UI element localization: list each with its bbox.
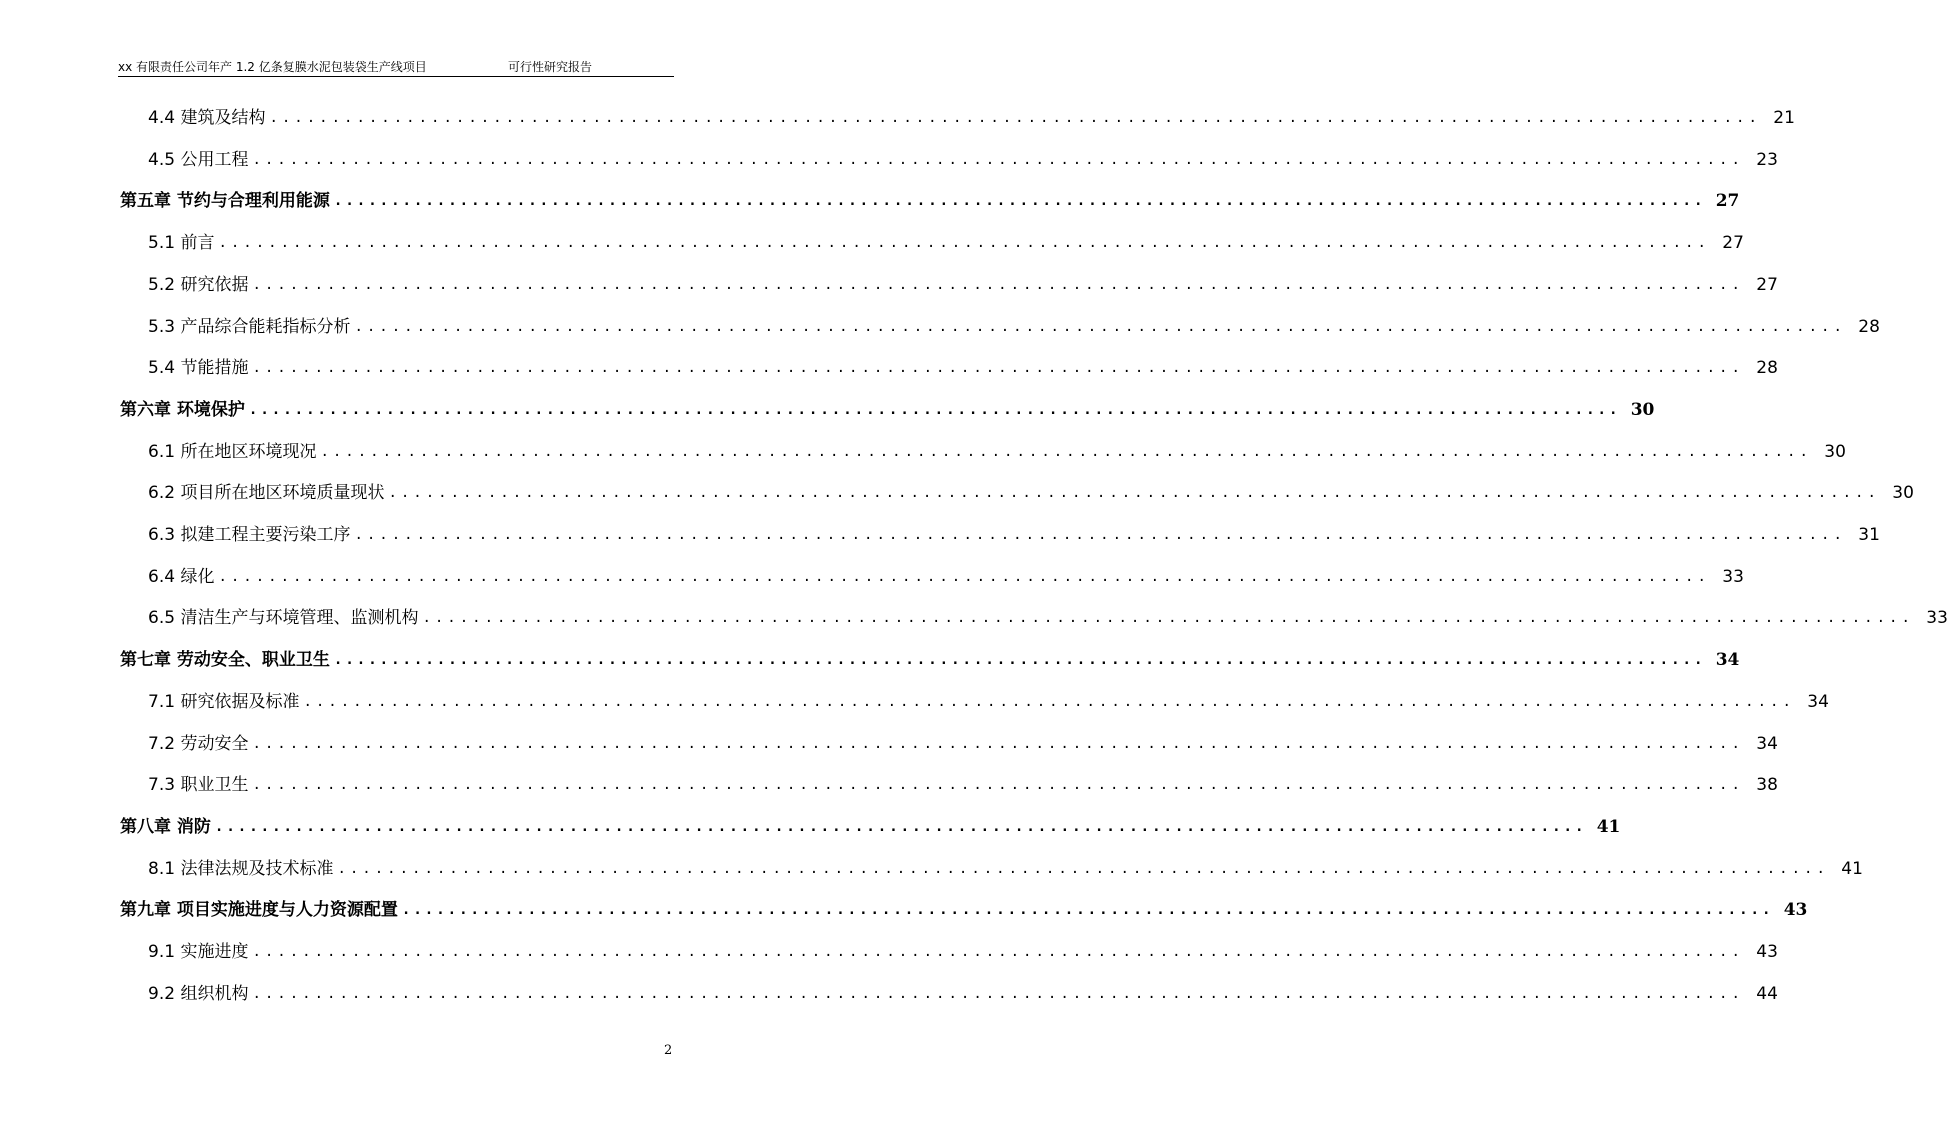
toc-entry-label: 9.2 组织机构	[148, 984, 249, 1004]
toc-leader-dots: ........................................................................................................................	[218, 235, 1710, 251]
toc-entry-label: 第九章 项目实施进度与人力资源配置	[120, 900, 398, 920]
toc-section-entry[interactable]	[148, 273, 1778, 297]
toc-entry-page: 21	[1773, 108, 1795, 128]
toc-section-entry[interactable]	[148, 773, 1778, 797]
toc-entry-label: 4.5 公用工程	[148, 150, 249, 170]
toc-section-entry[interactable]	[148, 940, 1778, 964]
page-number: 2	[664, 1043, 673, 1058]
toc-leader-dots: ........................................................................................................................	[252, 986, 1744, 1002]
toc-entry-label: 5.4 节能措施	[148, 358, 249, 378]
toc-section-entry[interactable]	[148, 523, 1880, 547]
toc-entry-label: 5.3 产品综合能耗指标分析	[148, 317, 351, 337]
toc-section-entry[interactable]	[148, 148, 1778, 172]
toc-entry-page: 30	[1824, 442, 1846, 462]
toc-entry-page: 41	[1841, 859, 1863, 879]
toc-leader-dots: ........................................................................................................................	[252, 777, 1744, 793]
toc-leader-dots: ........................................................................................................................	[248, 402, 1621, 418]
toc-section-entry[interactable]	[148, 732, 1778, 756]
toc-entry-page: 34	[1715, 650, 1740, 670]
toc-entry-page: 38	[1756, 775, 1778, 795]
toc-leader-dots: ........................................................................................................................	[252, 152, 1744, 168]
toc-entry-page: 28	[1756, 358, 1778, 378]
toc-entry-page: 41	[1596, 817, 1621, 837]
toc-leader-dots: ........................................................................................................................	[320, 444, 1812, 460]
toc-entry-label: 6.4 绿化	[148, 567, 215, 587]
toc-entry-page: 31	[1858, 525, 1880, 545]
toc-entry-label: 6.1 所在地区环境现况	[148, 442, 317, 462]
toc-leader-dots: ........................................................................................................................	[354, 319, 1846, 335]
toc-section-entry[interactable]	[148, 565, 1744, 589]
toc-entry-label: 7.2 劳动安全	[148, 734, 249, 754]
toc-leader-dots: ........................................................................................................................	[388, 485, 1880, 501]
toc-entry-label: 6.3 拟建工程主要污染工序	[148, 525, 351, 545]
toc-entry-label: 7.3 职业卫生	[148, 775, 249, 795]
toc-entry-label: 5.2 研究依据	[148, 275, 249, 295]
toc-entry-label: 第六章 环境保护	[120, 400, 245, 420]
toc-entry-label: 7.1 研究依据及标准	[148, 692, 300, 712]
toc-entry-label: 第五章 节约与合理利用能源	[120, 191, 330, 211]
toc-entry-page: 30	[1630, 400, 1655, 420]
toc-section-entry[interactable]	[148, 606, 1948, 630]
toc-section-entry[interactable]	[148, 315, 1880, 339]
toc-entry-page: 43	[1783, 900, 1808, 920]
toc-entry-page: 34	[1756, 734, 1778, 754]
toc-entry-page: 28	[1858, 317, 1880, 337]
toc-leader-dots: ........................................................................................................................	[252, 944, 1744, 960]
toc-entry-page: 27	[1756, 275, 1778, 295]
toc-leader-dots: ........................................................................................................................	[401, 902, 1774, 918]
toc-entry-label: 第八章 消防	[120, 817, 211, 837]
header-report-type: 可行性研究报告	[508, 60, 593, 74]
toc-entry-label: 6.2 项目所在地区环境质量现状	[148, 483, 385, 503]
toc-entry-page: 33	[1926, 608, 1948, 628]
toc-section-entry[interactable]	[148, 356, 1778, 380]
toc-leader-dots: ........................................................................................................................	[218, 569, 1710, 585]
toc-chapter-entry[interactable]	[120, 189, 1740, 213]
toc-section-entry[interactable]	[148, 857, 1863, 881]
toc-leader-dots: ........................................................................................................................	[333, 193, 1706, 209]
toc-entry-label: 5.1 前言	[148, 233, 215, 253]
toc-leader-dots: ........................................................................................................................	[337, 861, 1829, 877]
toc-leader-dots: ........................................................................................................................	[269, 110, 1761, 126]
toc-section-entry[interactable]	[148, 106, 1795, 130]
toc-entry-label: 第七章 劳动安全、职业卫生	[120, 650, 330, 670]
toc-leader-dots: ........................................................................................................................	[303, 694, 1795, 710]
toc-leader-dots: ........................................................................................................................	[214, 819, 1587, 835]
toc-section-entry[interactable]	[148, 481, 1914, 505]
toc-leader-dots: ........................................................................................................................	[333, 652, 1706, 668]
toc-chapter-entry[interactable]	[120, 898, 1808, 922]
toc-entry-label: 6.5 清洁生产与环境管理、监测机构	[148, 608, 419, 628]
toc-leader-dots: ........................................................................................................................	[354, 527, 1846, 543]
toc-section-entry[interactable]	[148, 690, 1829, 714]
toc-entry-page: 23	[1756, 150, 1778, 170]
toc-entry-label: 8.1 法律法规及技术标准	[148, 859, 334, 879]
toc-leader-dots: ........................................................................................................................	[252, 277, 1744, 293]
toc-entry-page: 43	[1756, 942, 1778, 962]
toc-leader-dots: ........................................................................................................................	[422, 610, 1914, 626]
toc-leader-dots: ........................................................................................................................	[252, 736, 1744, 752]
toc-entry-page: 27	[1722, 233, 1744, 253]
header-title: xx 有限责任公司年产 1.2 亿条复膜水泥包装袋生产线项目	[118, 60, 427, 74]
toc-entry-label: 4.4 建筑及结构	[148, 108, 266, 128]
toc-chapter-entry[interactable]	[120, 815, 1621, 839]
toc-section-entry[interactable]	[148, 231, 1744, 255]
toc-entry-page: 30	[1892, 483, 1914, 503]
toc-section-entry[interactable]	[148, 440, 1846, 464]
toc-chapter-entry[interactable]	[120, 648, 1740, 672]
toc-entry-page: 33	[1722, 567, 1744, 587]
toc-entry-label: 9.1 实施进度	[148, 942, 249, 962]
toc-entry-page: 27	[1715, 191, 1740, 211]
toc-entry-page: 34	[1807, 692, 1829, 712]
toc-section-entry[interactable]	[148, 982, 1778, 1006]
toc-chapter-entry[interactable]	[120, 398, 1655, 422]
toc-entry-page: 44	[1756, 984, 1778, 1004]
toc-leader-dots: ........................................................................................................................	[252, 360, 1744, 376]
